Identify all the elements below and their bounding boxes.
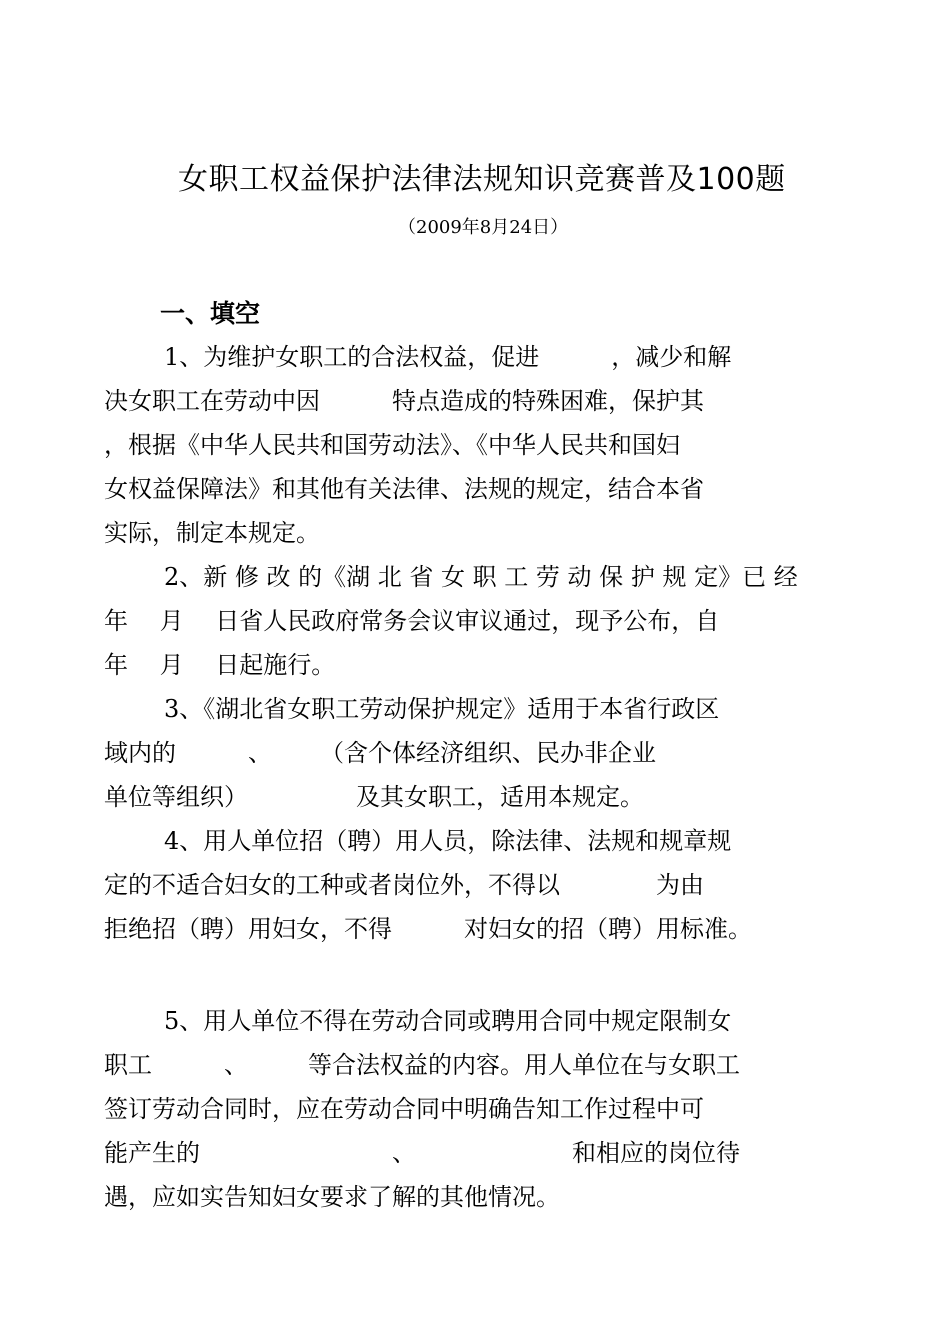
question-5-line-4: 能产生的 、 和相应的岗位待 xyxy=(104,1139,740,1167)
question-3-line-3: 单位等组织） 及其女职工，适用本规定。 xyxy=(104,783,644,811)
section-heading: 一、填空 xyxy=(160,299,261,328)
question-2-line-1: 2、新 修 改 的《湖 北 省 女 职 工 劳 动 保 护 规 定》已 经 xyxy=(164,563,798,591)
question-3-line-1: 3、《湖北省女职工劳动保护规定》适用于本省行政区 xyxy=(164,695,720,723)
question-1-line-4: 女权益保障法》和其他有关法律、法规的规定，结合本省 xyxy=(104,475,704,503)
question-3-line-2: 域内的 、 （含个体经济组织、民办非企业 xyxy=(104,739,656,767)
question-2-line-3: 年 月 日起施行。 xyxy=(104,651,336,679)
question-1-line-2: 决女职工在劳动中因 特点造成的特殊困难，保护其 xyxy=(104,387,704,415)
document-date: （2009年8月24日） xyxy=(398,217,569,238)
question-4-line-2: 定的不适合妇女的工种或者岗位外，不得以 为由 xyxy=(104,871,704,899)
question-1-line-5: 实际，制定本规定。 xyxy=(104,519,320,547)
document-title: 女职工权益保护法律法规知识竞赛普及100题 xyxy=(178,162,786,197)
question-4-line-1: 4、用人单位招（聘）用人员，除法律、法规和规章规 xyxy=(164,827,732,855)
question-4-line-3: 拒绝招（聘）用妇女，不得 对妇女的招（聘）用标准。 xyxy=(104,915,752,943)
question-5-line-2: 职工 、 等合法权益的内容。用人单位在与女职工 xyxy=(104,1051,740,1079)
question-5-line-3: 签订劳动合同时，应在劳动合同中明确告知工作过程中可 xyxy=(104,1095,704,1123)
question-2-line-2: 年 月 日省人民政府常务会议审议通过，现予公布，自 xyxy=(104,607,720,635)
question-5-line-5: 遇，应如实告知妇女要求了解的其他情况。 xyxy=(104,1183,560,1211)
question-1-line-3: ，根据《中华人民共和国劳动法》、《中华人民共和国妇 xyxy=(104,431,680,459)
question-5-line-1: 5、用人单位不得在劳动合同或聘用合同中规定限制女 xyxy=(164,1007,732,1035)
question-1-line-1: 1、为维护女职工的合法权益，促进 ，减少和解 xyxy=(164,343,732,371)
